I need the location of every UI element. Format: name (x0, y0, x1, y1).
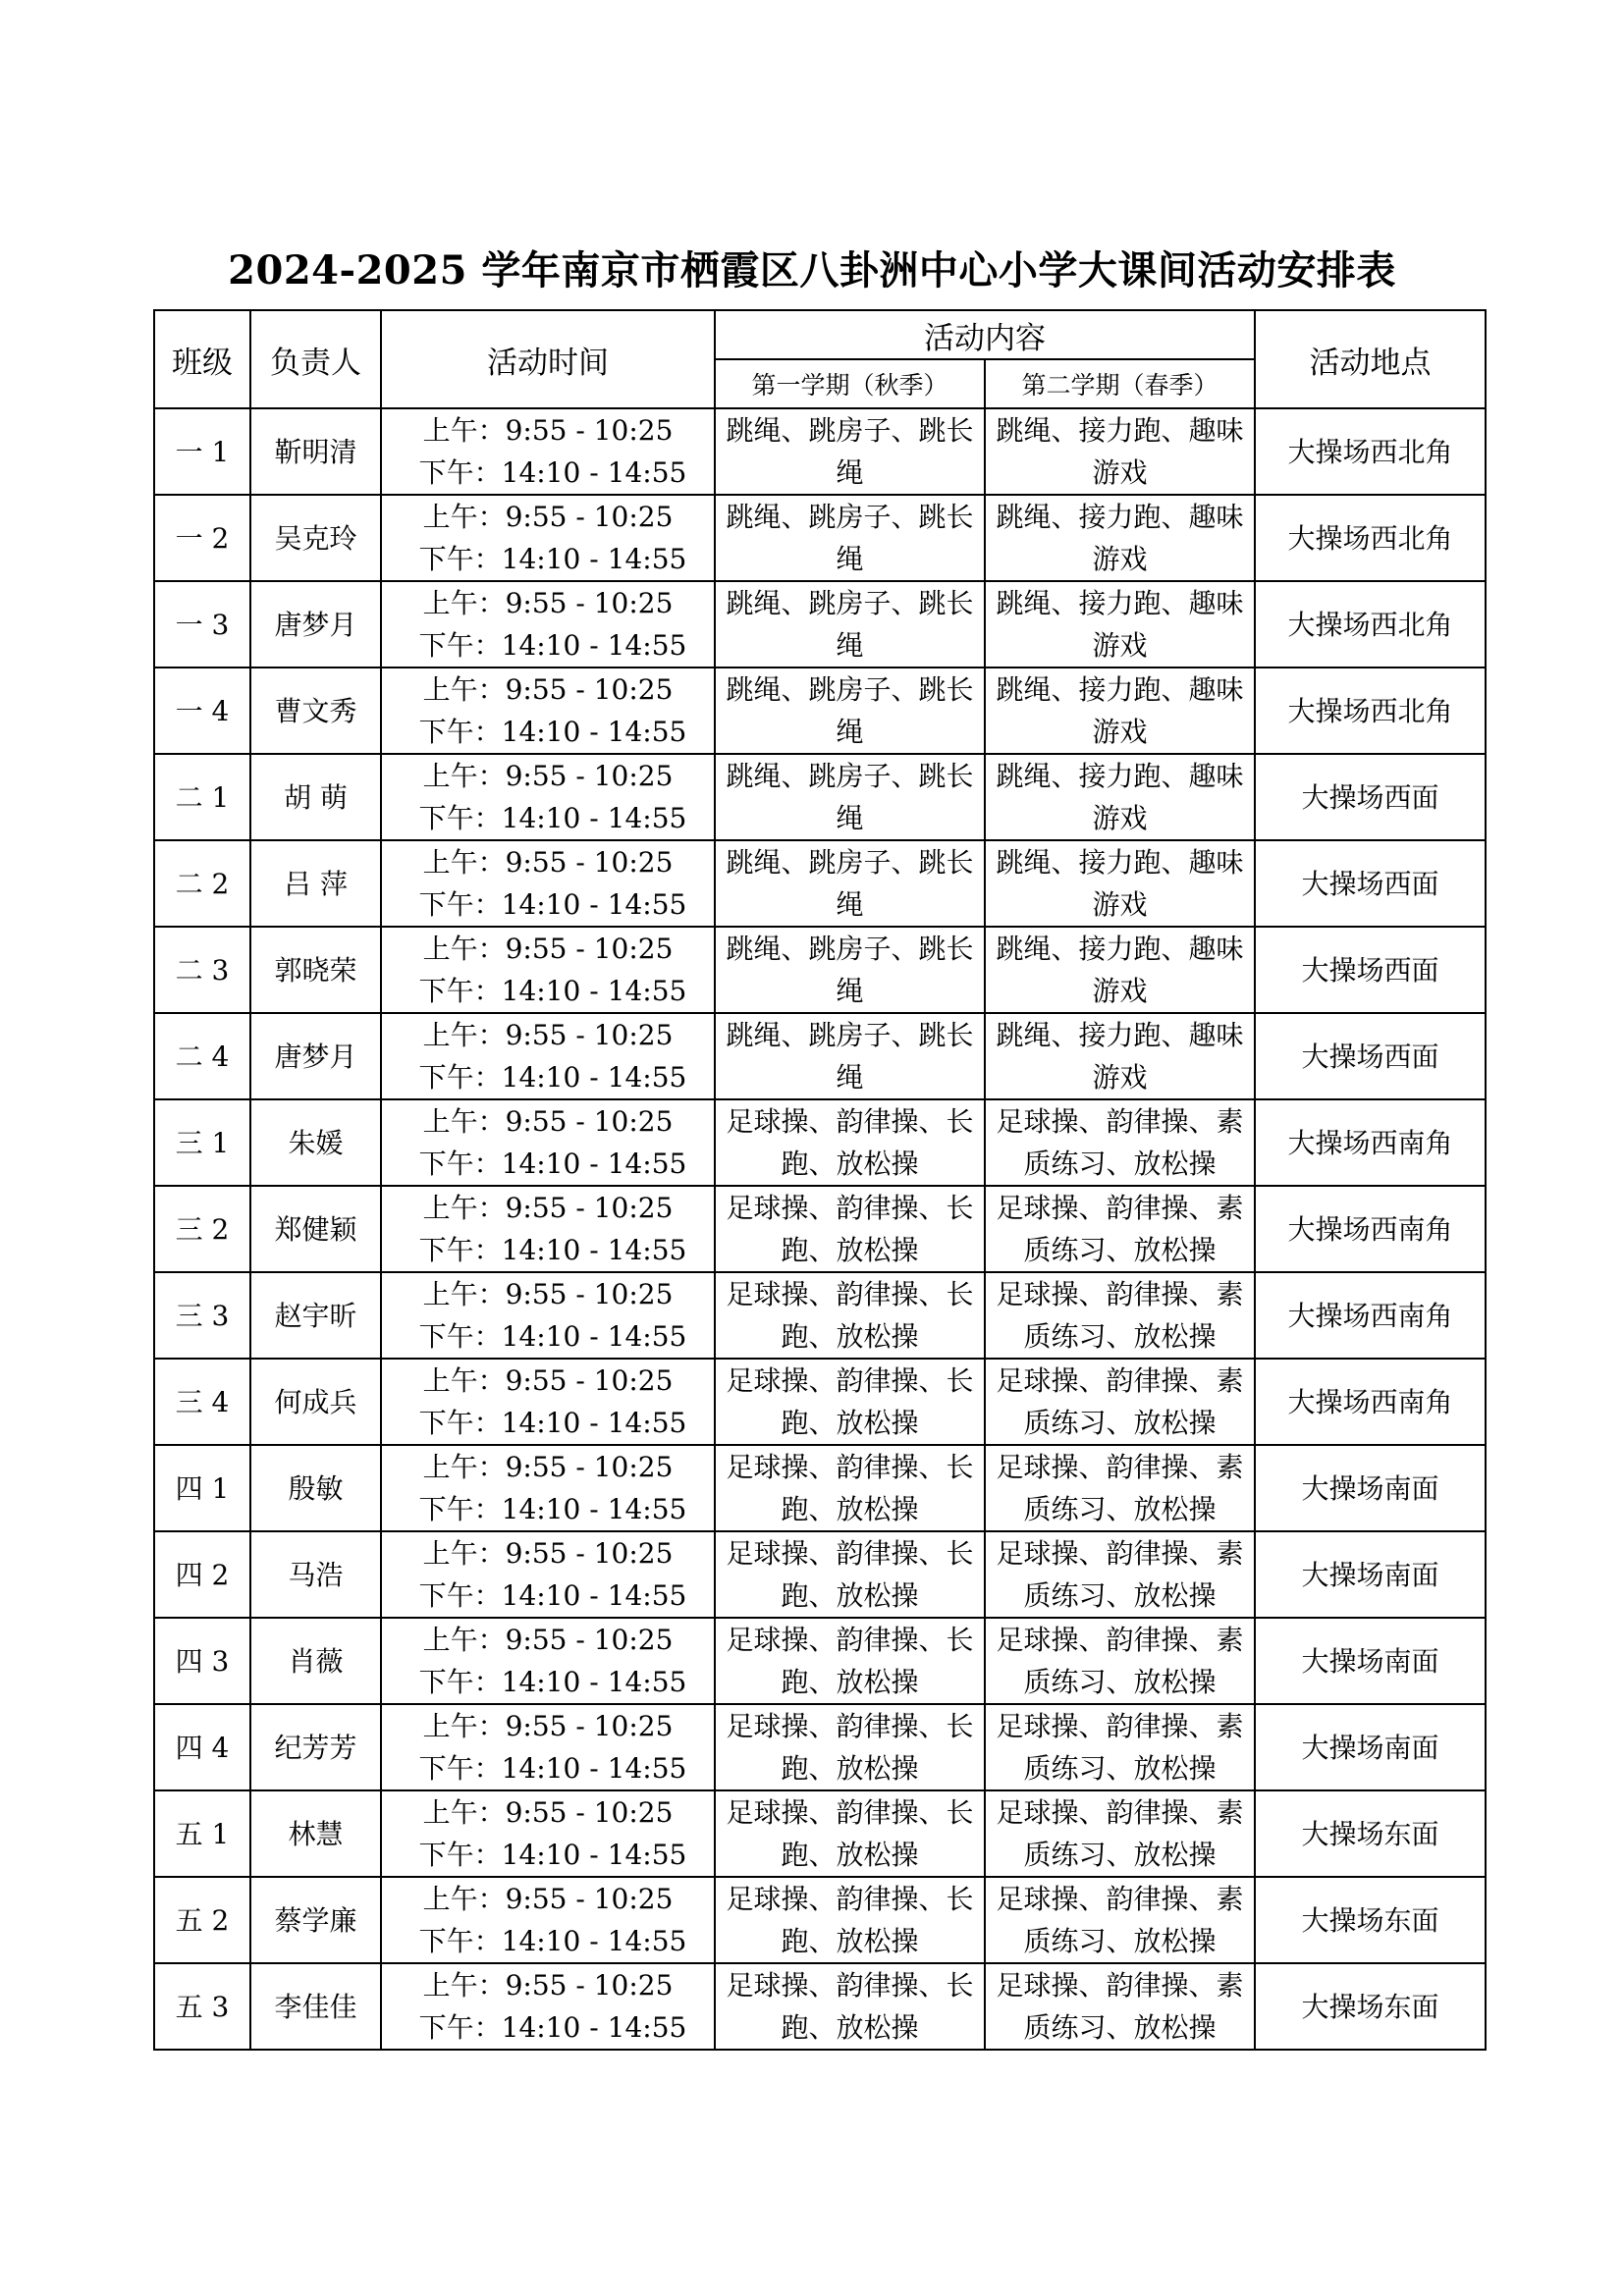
table-row (154, 1618, 1486, 1704)
term1-activities: 跳绳、跳房子、跳长绳 (715, 1013, 985, 1099)
time-pm: 下午：14:10 - 14:55 (418, 888, 687, 921)
term2-activities: 跳绳、接力跑、趣味游戏 (985, 927, 1255, 1013)
leader-cell: 何成兵 (250, 1359, 381, 1445)
time-cell (381, 667, 715, 754)
table-row (154, 1186, 1486, 1272)
time-cell (381, 1186, 715, 1272)
leader-cell: 唐梦月 (250, 581, 381, 667)
time-am: 上午：9:55 - 10:25 (422, 1105, 674, 1138)
term1-activities: 足球操、韵律操、长跑、放松操 (715, 1877, 985, 1963)
class-cell: 四 2 (154, 1531, 250, 1618)
place-cell: 大操场西南角 (1255, 1186, 1486, 1272)
table-row (154, 667, 1486, 754)
term1-activities: 足球操、韵律操、长跑、放松操 (715, 1790, 985, 1877)
header-place: 活动地点 (1255, 310, 1486, 408)
leader-cell: 胡 萌 (250, 754, 381, 840)
place-cell: 大操场南面 (1255, 1531, 1486, 1618)
time-am: 上午：9:55 - 10:25 (422, 673, 674, 706)
term2-activities: 跳绳、接力跑、趣味游戏 (985, 840, 1255, 927)
time-cell (381, 1272, 715, 1359)
time-pm: 下午：14:10 - 14:55 (418, 1579, 687, 1612)
term1-activities: 足球操、韵律操、长跑、放松操 (715, 1272, 985, 1359)
table-row (154, 408, 1486, 495)
table-row (154, 581, 1486, 667)
time-cell (381, 581, 715, 667)
time-cell (381, 408, 715, 495)
page-title: 2024-2025 学年南京市栖霞区八卦洲中心小学大课间活动安排表 (228, 247, 1396, 294)
leader-cell: 曹文秀 (250, 667, 381, 754)
leader-cell: 靳明清 (250, 408, 381, 495)
place-cell: 大操场西面 (1255, 927, 1486, 1013)
time-am: 上午：9:55 - 10:25 (422, 1364, 674, 1397)
schedule-table (153, 309, 1487, 2051)
place-cell: 大操场西面 (1255, 754, 1486, 840)
leader-cell: 林慧 (250, 1790, 381, 1877)
table-row (154, 1531, 1486, 1618)
table-row (154, 927, 1486, 1013)
time-am: 上午：9:55 - 10:25 (422, 587, 674, 619)
time-am: 上午：9:55 - 10:25 (422, 1796, 674, 1829)
time-am: 上午：9:55 - 10:25 (422, 501, 674, 533)
leader-cell: 肖薇 (250, 1618, 381, 1704)
term1-activities: 跳绳、跳房子、跳长绳 (715, 667, 985, 754)
time-pm: 下午：14:10 - 14:55 (418, 1320, 687, 1353)
leader-cell: 吕 萍 (250, 840, 381, 927)
table-row (154, 1877, 1486, 1963)
place-cell: 大操场西面 (1255, 1013, 1486, 1099)
class-cell: 五 2 (154, 1877, 250, 1963)
time-pm: 下午：14:10 - 14:55 (418, 1493, 687, 1525)
place-cell: 大操场西北角 (1255, 495, 1486, 581)
time-am: 上午：9:55 - 10:25 (422, 933, 674, 965)
place-cell: 大操场南面 (1255, 1704, 1486, 1790)
leader-cell: 纪芳芳 (250, 1704, 381, 1790)
term2-activities: 跳绳、接力跑、趣味游戏 (985, 408, 1255, 495)
term2-activities: 足球操、韵律操、素质练习、放松操 (985, 1099, 1255, 1186)
place-cell: 大操场东面 (1255, 1877, 1486, 1963)
time-cell (381, 1099, 715, 1186)
term1-activities: 足球操、韵律操、长跑、放松操 (715, 1531, 985, 1618)
term2-activities: 足球操、韵律操、素质练习、放松操 (985, 1359, 1255, 1445)
header-term2: 第二学期（春季） (985, 359, 1255, 408)
time-am: 上午：9:55 - 10:25 (422, 1192, 674, 1224)
table-row (154, 1704, 1486, 1790)
term2-activities: 足球操、韵律操、素质练习、放松操 (985, 1790, 1255, 1877)
time-cell (381, 1445, 715, 1531)
header-time: 活动时间 (381, 310, 715, 408)
table-row (154, 1099, 1486, 1186)
class-cell: 一 1 (154, 408, 250, 495)
time-pm: 下午：14:10 - 14:55 (418, 456, 687, 489)
time-cell (381, 1359, 715, 1445)
time-am: 上午：9:55 - 10:25 (422, 1969, 674, 2002)
term1-activities: 足球操、韵律操、长跑、放松操 (715, 1359, 985, 1445)
term1-activities: 足球操、韵律操、长跑、放松操 (715, 1186, 985, 1272)
term2-activities: 足球操、韵律操、素质练习、放松操 (985, 1704, 1255, 1790)
class-cell: 一 2 (154, 495, 250, 581)
header-term1: 第一学期（秋季） (715, 359, 985, 408)
term2-activities: 足球操、韵律操、素质练习、放松操 (985, 1963, 1255, 2050)
time-am: 上午：9:55 - 10:25 (422, 1537, 674, 1570)
header-content: 活动内容 (715, 310, 1255, 359)
time-pm: 下午：14:10 - 14:55 (418, 1407, 687, 1439)
time-am: 上午：9:55 - 10:25 (422, 1710, 674, 1742)
table-row (154, 1359, 1486, 1445)
class-cell: 二 1 (154, 754, 250, 840)
term1-activities: 足球操、韵律操、长跑、放松操 (715, 1618, 985, 1704)
term1-activities: 足球操、韵律操、长跑、放松操 (715, 1099, 985, 1186)
class-cell: 一 4 (154, 667, 250, 754)
time-pm: 下午：14:10 - 14:55 (418, 1839, 687, 1871)
table-row (154, 1272, 1486, 1359)
place-cell: 大操场西面 (1255, 840, 1486, 927)
time-pm: 下午：14:10 - 14:55 (418, 1061, 687, 1094)
class-cell: 四 1 (154, 1445, 250, 1531)
term1-activities: 足球操、韵律操、长跑、放松操 (715, 1704, 985, 1790)
term1-activities: 跳绳、跳房子、跳长绳 (715, 840, 985, 927)
place-cell: 大操场西北角 (1255, 667, 1486, 754)
time-pm: 下午：14:10 - 14:55 (418, 629, 687, 662)
place-cell: 大操场西北角 (1255, 581, 1486, 667)
term1-activities: 跳绳、跳房子、跳长绳 (715, 927, 985, 1013)
time-am: 上午：9:55 - 10:25 (422, 1019, 674, 1051)
time-pm: 下午：14:10 - 14:55 (418, 1234, 687, 1266)
place-cell: 大操场西南角 (1255, 1272, 1486, 1359)
leader-cell: 赵宇昕 (250, 1272, 381, 1359)
class-cell: 五 1 (154, 1790, 250, 1877)
time-cell (381, 1963, 715, 2050)
place-cell: 大操场东面 (1255, 1963, 1486, 2050)
time-am: 上午：9:55 - 10:25 (422, 760, 674, 792)
term2-activities: 足球操、韵律操、素质练习、放松操 (985, 1531, 1255, 1618)
table-row (154, 1445, 1486, 1531)
class-cell: 二 4 (154, 1013, 250, 1099)
time-pm: 下午：14:10 - 14:55 (418, 975, 687, 1007)
class-cell: 二 3 (154, 927, 250, 1013)
time-cell (381, 1531, 715, 1618)
class-cell: 四 3 (154, 1618, 250, 1704)
time-pm: 下午：14:10 - 14:55 (418, 1148, 687, 1180)
class-cell: 二 2 (154, 840, 250, 927)
time-cell (381, 495, 715, 581)
table-row (154, 1963, 1486, 2050)
time-cell (381, 840, 715, 927)
time-pm: 下午：14:10 - 14:55 (418, 1666, 687, 1698)
place-cell: 大操场南面 (1255, 1445, 1486, 1531)
table-row (154, 840, 1486, 927)
time-cell (381, 1877, 715, 1963)
place-cell: 大操场西南角 (1255, 1359, 1486, 1445)
time-am: 上午：9:55 - 10:25 (422, 1278, 674, 1310)
place-cell: 大操场东面 (1255, 1790, 1486, 1877)
term1-activities: 足球操、韵律操、长跑、放松操 (715, 1963, 985, 2050)
term1-activities: 跳绳、跳房子、跳长绳 (715, 754, 985, 840)
leader-cell: 唐梦月 (250, 1013, 381, 1099)
table-row (154, 754, 1486, 840)
leader-cell: 朱媛 (250, 1099, 381, 1186)
term2-activities: 跳绳、接力跑、趣味游戏 (985, 754, 1255, 840)
term2-activities: 足球操、韵律操、素质练习、放松操 (985, 1618, 1255, 1704)
time-pm: 下午：14:10 - 14:55 (418, 543, 687, 575)
time-pm: 下午：14:10 - 14:55 (418, 1925, 687, 1957)
class-cell: 三 1 (154, 1099, 250, 1186)
term2-activities: 足球操、韵律操、素质练习、放松操 (985, 1445, 1255, 1531)
time-am: 上午：9:55 - 10:25 (422, 1451, 674, 1483)
time-am: 上午：9:55 - 10:25 (422, 846, 674, 879)
term2-activities: 跳绳、接力跑、趣味游戏 (985, 495, 1255, 581)
time-cell (381, 1618, 715, 1704)
term2-activities: 跳绳、接力跑、趣味游戏 (985, 1013, 1255, 1099)
time-am: 上午：9:55 - 10:25 (422, 414, 674, 447)
leader-cell: 吴克玲 (250, 495, 381, 581)
leader-cell: 蔡学廉 (250, 1877, 381, 1963)
class-cell: 三 2 (154, 1186, 250, 1272)
place-cell: 大操场西北角 (1255, 408, 1486, 495)
table-row (154, 495, 1486, 581)
leader-cell: 郭晓荣 (250, 927, 381, 1013)
term1-activities: 跳绳、跳房子、跳长绳 (715, 581, 985, 667)
leader-cell: 殷敏 (250, 1445, 381, 1531)
time-cell (381, 927, 715, 1013)
time-am: 上午：9:55 - 10:25 (422, 1883, 674, 1915)
leader-cell: 马浩 (250, 1531, 381, 1618)
time-cell (381, 1790, 715, 1877)
leader-cell: 郑健颖 (250, 1186, 381, 1272)
class-cell: 三 4 (154, 1359, 250, 1445)
term2-activities: 足球操、韵律操、素质练习、放松操 (985, 1272, 1255, 1359)
leader-cell: 李佳佳 (250, 1963, 381, 2050)
time-cell (381, 1704, 715, 1790)
header-class: 班级 (154, 310, 250, 408)
term2-activities: 足球操、韵律操、素质练习、放松操 (985, 1186, 1255, 1272)
time-cell (381, 754, 715, 840)
table-row (154, 1790, 1486, 1877)
place-cell: 大操场南面 (1255, 1618, 1486, 1704)
time-am: 上午：9:55 - 10:25 (422, 1624, 674, 1656)
class-cell: 一 3 (154, 581, 250, 667)
term2-activities: 跳绳、接力跑、趣味游戏 (985, 667, 1255, 754)
time-pm: 下午：14:10 - 14:55 (418, 802, 687, 834)
class-cell: 四 4 (154, 1704, 250, 1790)
term1-activities: 跳绳、跳房子、跳长绳 (715, 408, 985, 495)
time-pm: 下午：14:10 - 14:55 (418, 2011, 687, 2044)
term1-activities: 跳绳、跳房子、跳长绳 (715, 495, 985, 581)
place-cell: 大操场西南角 (1255, 1099, 1486, 1186)
class-cell: 三 3 (154, 1272, 250, 1359)
table-row (154, 1013, 1486, 1099)
term1-activities: 足球操、韵律操、长跑、放松操 (715, 1445, 985, 1531)
time-cell (381, 1013, 715, 1099)
term2-activities: 足球操、韵律操、素质练习、放松操 (985, 1877, 1255, 1963)
term2-activities: 跳绳、接力跑、趣味游戏 (985, 581, 1255, 667)
header-leader: 负责人 (250, 310, 381, 408)
class-cell: 五 3 (154, 1963, 250, 2050)
time-pm: 下午：14:10 - 14:55 (418, 1752, 687, 1785)
time-pm: 下午：14:10 - 14:55 (418, 716, 687, 748)
